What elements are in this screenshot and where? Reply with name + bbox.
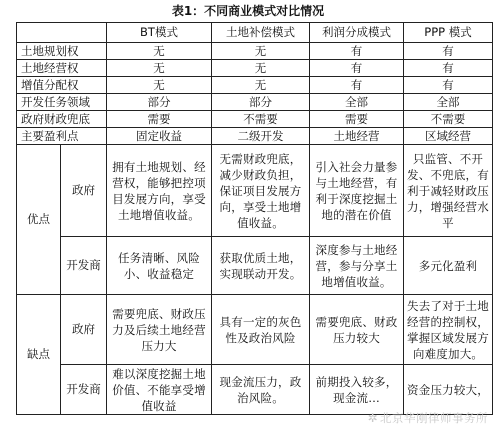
- table-cell: 有: [310, 43, 404, 60]
- table-cell: 需要: [107, 111, 212, 128]
- column-header-ppp: PPP 模式: [404, 23, 493, 43]
- table-row: [17, 295, 493, 365]
- table-cell: 有: [404, 43, 493, 60]
- table-row: [17, 43, 493, 60]
- table-cell: 全部: [404, 94, 493, 111]
- table-cell: 全部: [310, 94, 404, 111]
- row-label-value-distribution: 增值分配权: [17, 77, 107, 94]
- table-cell: 现金流压力，政治风险。: [212, 365, 310, 415]
- table-row: [17, 111, 493, 128]
- table-cell: 无: [212, 43, 310, 60]
- row-label-development-scope: 开发任务领域: [17, 94, 107, 111]
- table-cell: 固定收益: [107, 128, 212, 145]
- row-label-land-operation: 土地经营权: [17, 60, 107, 77]
- table-row: [17, 77, 493, 94]
- column-header-bt: BT模式: [107, 23, 212, 43]
- table-cell: 多元化盈利: [404, 237, 493, 295]
- table-cell: 只监管、不开发、不兜底，有利于减轻财政压力，增强经营水平: [404, 145, 493, 237]
- table-cell: 前期投入较多，现金流…: [310, 365, 404, 415]
- table-cell: 无: [107, 77, 212, 94]
- table-cell: 二级开发: [212, 128, 310, 145]
- comparison-table: [16, 22, 493, 415]
- table-cell: 不需要: [212, 111, 310, 128]
- table-cell: 难以深度挖掘土地价值、不能享受增值收益: [107, 365, 212, 415]
- table-cell: 有: [310, 60, 404, 77]
- table-row: [17, 145, 493, 237]
- table-row: [17, 60, 493, 77]
- table-cell: 有: [404, 60, 493, 77]
- table-row: [17, 128, 493, 145]
- header-row: [17, 23, 493, 43]
- table-cell: 获取优质土地，实现联动开发。: [212, 237, 310, 295]
- column-header-profit-sharing: 利润分成模式: [310, 23, 404, 43]
- table-cell: 深度参与土地经营，参与分享土地增值收益。: [310, 237, 404, 295]
- group-label-disadvantages: 缺点: [17, 295, 61, 415]
- table-cell: 无: [107, 43, 212, 60]
- subgroup-label-developer: 开发商: [61, 237, 107, 295]
- table-row: [17, 365, 493, 415]
- watermark-text: 北京华刚律师事务所: [380, 411, 488, 425]
- row-label-profit-source: 主要盈利点: [17, 128, 107, 145]
- table-cell: 无: [107, 60, 212, 77]
- table-cell: 区域经营: [404, 128, 493, 145]
- table-cell: 失去了对于土地经营的控制权，掌握区域发展方向难度加大。: [404, 295, 493, 365]
- table-row: [17, 237, 493, 295]
- subgroup-label-government: 政府: [61, 295, 107, 365]
- table-cell: 资金压力较大，: [404, 365, 493, 415]
- table-row: [17, 94, 493, 111]
- table-cell: 需要兜底、财政压力及后续土地经营压力大: [107, 295, 212, 365]
- row-label-land-planning: 土地规划权: [17, 43, 107, 60]
- table-cell: 土地经营: [310, 128, 404, 145]
- table-cell: 具有一定的灰色性及政治风险: [212, 295, 310, 365]
- table-cell: 部分: [107, 94, 212, 111]
- row-label-fiscal-backstop: 政府财政兜底: [17, 111, 107, 128]
- table-cell: 任务清晰、风险小、收益稳定: [107, 237, 212, 295]
- table-cell: 不需要: [404, 111, 493, 128]
- table-cell: 无: [212, 77, 310, 94]
- table-cell: 拥有土地规划、经营权，能够把控项目发展方向，享受土地增值收益。: [107, 145, 212, 237]
- table-cell: 无需财政兜底，减少财政负担，保证项目发展方向，享受土地增值收益。: [212, 145, 310, 237]
- header-corner-cell: [17, 23, 107, 43]
- table-cell: 有: [310, 77, 404, 94]
- table-cell: 需要兜底、财政压力较大: [310, 295, 404, 365]
- table-cell: 部分: [212, 94, 310, 111]
- table-cell: 有: [404, 77, 493, 94]
- subgroup-label-government: 政府: [61, 145, 107, 237]
- group-label-advantages: 优点: [17, 145, 61, 295]
- wechat-logo-icon: ✲: [367, 411, 378, 425]
- subgroup-label-developer: 开发商: [61, 365, 107, 415]
- table-cell: 无: [212, 60, 310, 77]
- column-header-land-compensation: 土地补偿模式: [212, 23, 310, 43]
- table-cell: 需要: [310, 111, 404, 128]
- table-title: 表1：不同商业模式对比情况: [171, 4, 325, 18]
- table-cell: 引入社会力量参与土地经营，有利于深度挖掘土地的潜在价值: [310, 145, 404, 237]
